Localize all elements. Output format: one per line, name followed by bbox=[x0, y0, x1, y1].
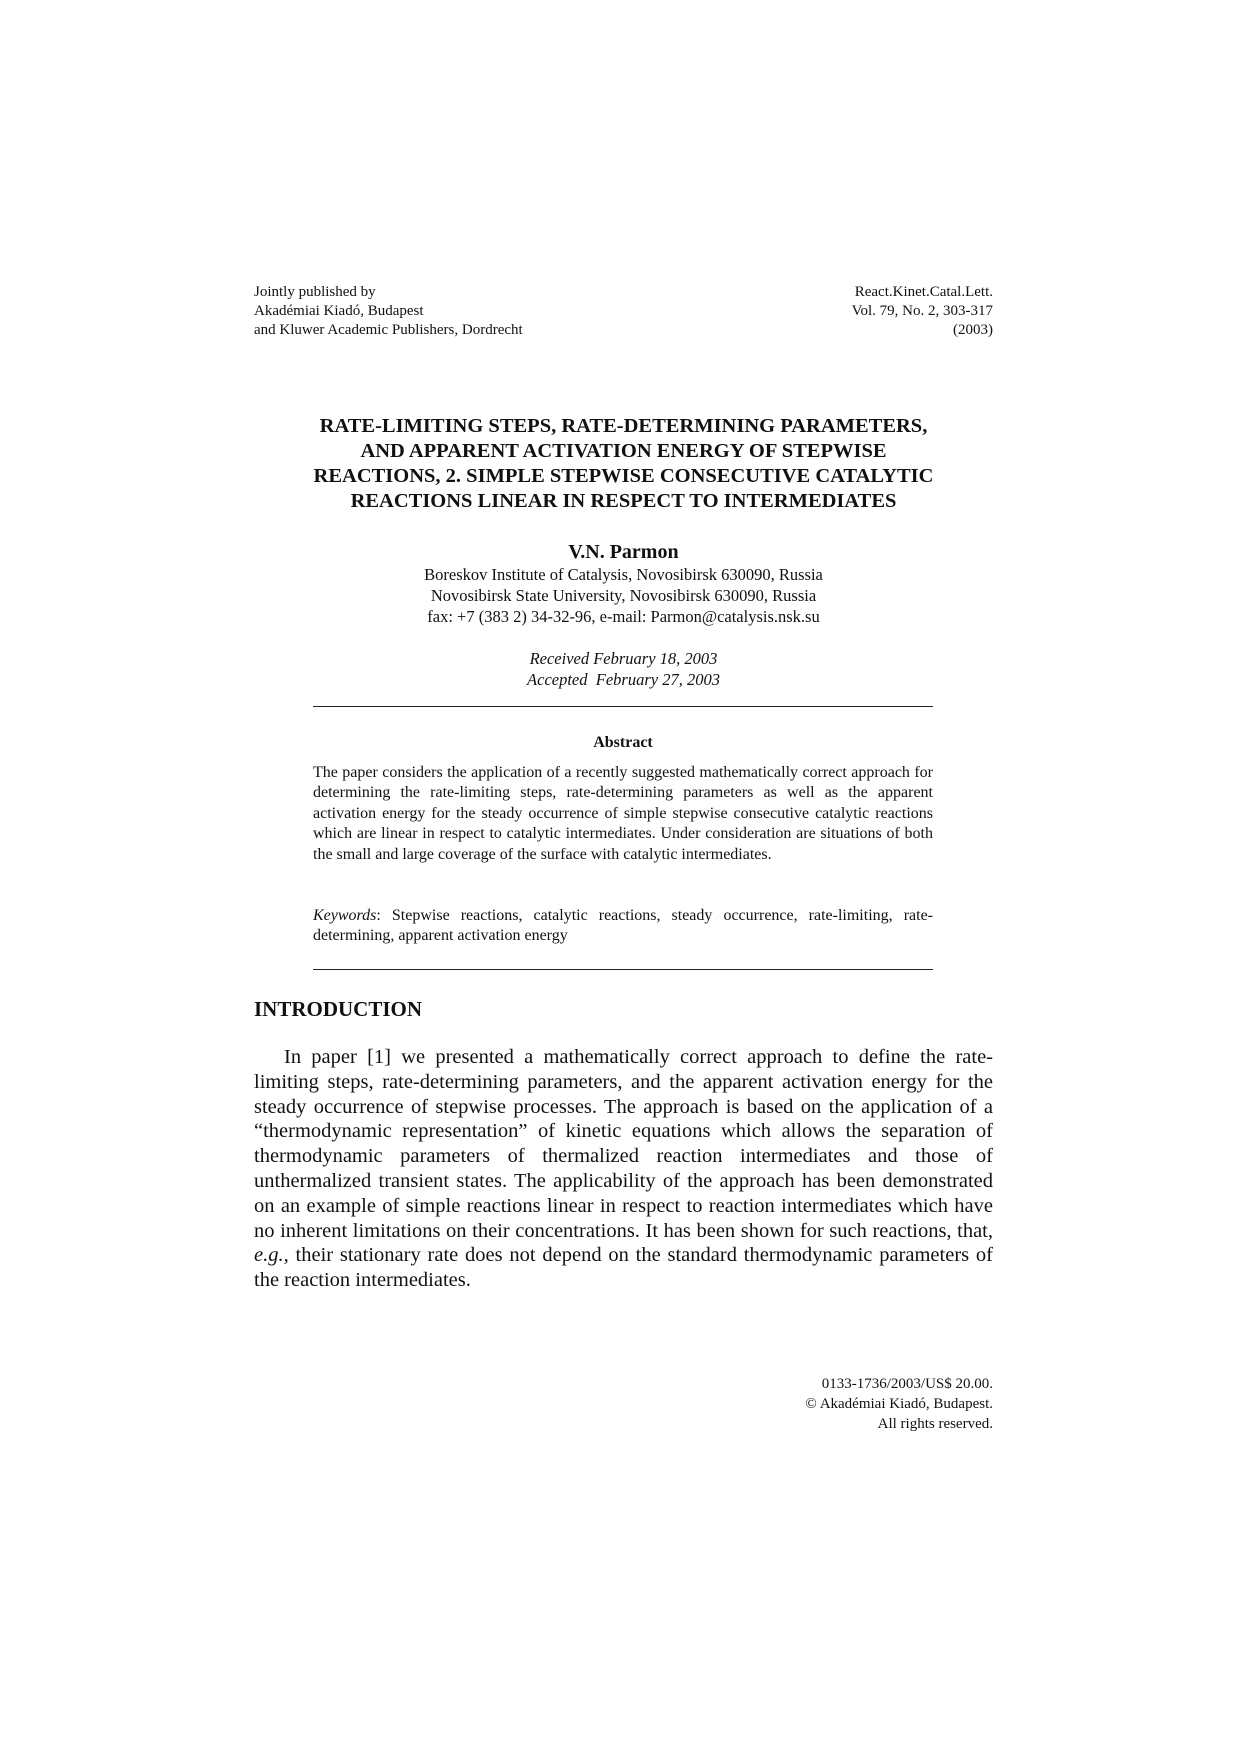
intro-text-part2: their stationary rate does not depend on the standard thermodynamic parameters of the reaction intermediates. bbox=[254, 1244, 993, 1292]
abstract-bottom-rule bbox=[313, 969, 933, 970]
abstract-heading: Abstract bbox=[593, 734, 653, 751]
journal-line: React.Kinet.Catal.Lett. bbox=[854, 284, 993, 300]
publisher-line: Akadémiai Kiadó, Budapest bbox=[254, 303, 424, 319]
title-line: REACTIONS LINEAR IN RESPECT TO INTERMEDIATES bbox=[350, 490, 897, 512]
keywords-text: : Stepwise reactions, catalytic reactions, steady occurrence, rate-limiting, rate-determining, apparent activation energy bbox=[313, 907, 933, 945]
title-line: RATE-LIMITING STEPS, RATE-DETERMINING PARAMETERS, bbox=[319, 415, 928, 437]
rights-line: All rights reserved. bbox=[877, 1416, 993, 1432]
publisher-info bbox=[254, 283, 674, 340]
journal-line: (2003) bbox=[953, 322, 993, 338]
author-affiliation bbox=[254, 564, 993, 627]
accepted-date: Accepted February 27, 2003 bbox=[527, 670, 720, 689]
title-line: REACTIONS, 2. SIMPLE STEPWISE CONSECUTIVE CATALYTIC bbox=[313, 465, 934, 487]
submission-dates bbox=[254, 648, 993, 690]
title-line: AND APPARENT ACTIVATION ENERGY OF STEPWISE bbox=[360, 440, 887, 462]
keywords bbox=[313, 906, 933, 947]
copyright-footer bbox=[673, 1374, 993, 1434]
introduction-heading: INTRODUCTION bbox=[254, 997, 423, 1021]
intro-text-part1: In paper [1] we presented a mathematically correct approach to define the rate-limiting steps, rate-determining parameters, and the apparent activation energy for the steady occurrence of stepwise processes. The approach is based on the application of a “thermodynamic representation” of kinetic equations which allows the separation of thermodynamic parameters of thermalized reaction intermediates and those of unthermalized transient states. The applicability of the approach has been demonstrated on an example of simple reactions linear in respect to reaction intermediates which have no inherent limitations on their concentrations. It has been shown for such reactions, that, bbox=[254, 1046, 993, 1242]
keywords-label: Keywords bbox=[313, 907, 377, 924]
author-name: V.N. Parmon bbox=[568, 541, 679, 563]
journal-line: Vol. 79, No. 2, 303-317 bbox=[851, 303, 993, 319]
abstract-top-rule bbox=[313, 706, 933, 707]
received-date: Received February 18, 2003 bbox=[529, 649, 718, 668]
affiliation-line: Boreskov Institute of Catalysis, Novosibirsk 630090, Russia bbox=[424, 565, 823, 584]
contact-line: fax: +7 (383 2) 34-32-96, e-mail: Parmon@catalysis.nsk.su bbox=[427, 607, 820, 626]
journal-info bbox=[673, 283, 993, 340]
intro-text-italic: e.g., bbox=[254, 1244, 289, 1267]
paper-title bbox=[254, 414, 993, 514]
affiliation-line: Novosibirsk State University, Novosibirsk 630090, Russia bbox=[430, 586, 817, 605]
issn-line: 0133-1736/2003/US$ 20.00. bbox=[821, 1376, 993, 1392]
introduction-paragraph bbox=[254, 1045, 993, 1293]
abstract-text: The paper considers the application of a recently suggested mathematically correct approach for determining the rate-limiting steps, rate-determining parameters as well as the apparent activation energy for the steady occurrence of simple stepwise consecutive catalytic reactions which are linear in respect to catalytic intermediates. Under consideration are situations of both the small and large coverage of the surface with catalytic intermediates. bbox=[313, 764, 933, 863]
copyright-line: © Akadémiai Kiadó, Budapest. bbox=[805, 1396, 993, 1412]
publisher-line: and Kluwer Academic Publishers, Dordrecht bbox=[254, 322, 523, 338]
publisher-line: Jointly published by bbox=[254, 284, 376, 300]
